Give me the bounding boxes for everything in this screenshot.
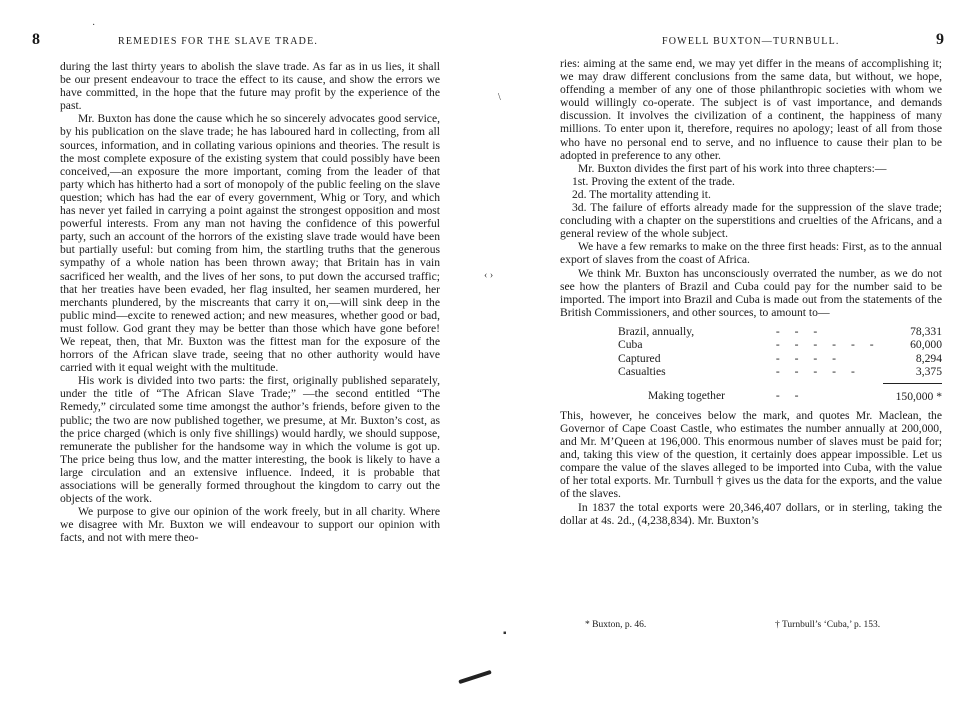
paragraph: Mr. Buxton divides the first part of his work into three chapters:— xyxy=(578,161,887,175)
leader-dots: - - - - - xyxy=(775,365,861,379)
paragraph: Mr. Buxton has done the cause which he so sincerely advocates good service, by his publication on the slave trade; he has laboured hard in collecting, from all sources, information, and in collating various opinions and theories. The result is the most complete exposure of the existing system that could possibly have been conceived,—an exposure the more important, coming from the leader of that party which has hitherto had a sort of monopoly of the public feeling on the slave question; which has had the ear of every government, Whig or Tory, and which has never yet failed in carrying a point against the strongest opposition and most powerful interests. From any man not having the confidence of this powerful party, such an account of the horrors of the existing slave trade would have been but partially useful: but coming from him, the startling truths that the generous sympathy of a whole nation has been thrown away; that Britain has in vain sacrificed her wealth, and the lives of her sons, to put down the accursed traffic; that her treaties have been evaded, her flag insulted, her seamen murdered, her merchants plundered, by the miscreants that carry it on,—will sink deep in the public mind—excite to renewed action; and new measures, whether good or bad, must follow. God grant they may be better than those which have gone before! We repeat, then, that Mr. Buxton was the fittest man for the exposure of the horrors of the African slave trade, seeing that no other authority would have carried with it equal weight with the multitude. xyxy=(60,112,440,375)
row-value: 3,375 xyxy=(915,365,942,379)
paragraph: during the last thirty years to abolish the slave trade. As far as in us lies, it shall be our present endeavour to trace the effect to its cause, and show the errors we have committed, in the hope that the future may profit by the experience of the past. xyxy=(60,60,440,113)
paragraph: This, however, he conceives below the mark, and quotes Mr. Maclean, the Governor of Cape Coast Castle, who estimates the number annually at 200,000, and Mr. M’Queen at 196,000. This enormous number of slaves must be paid for; and, taking this view of the question, it certainly does appear impossible. Let us compare the value of the slaves alleged to be imported into Cuba, with the value of her total exports. Mr. Turnbull † gives us the data for the exports, and the value of the slaves. xyxy=(560,408,942,501)
footnotes xyxy=(585,620,925,630)
total-value: 150,000 * xyxy=(895,389,942,403)
leader-dots: - - - - - - xyxy=(775,338,880,352)
scan-speck: ‹ › xyxy=(484,270,494,281)
footnote: * Buxton, p. 46. xyxy=(585,620,647,630)
row-label: Brazil, annually, xyxy=(618,324,695,338)
chapter-list-item: 2d. The mortality attending it. xyxy=(572,187,711,201)
page-number-left: 8 xyxy=(32,31,40,48)
paragraph: We have a few remarks to make on the three first heads: First, as to the annual export of slaves from the coast of Africa. xyxy=(560,240,942,267)
row-value: 78,331 xyxy=(910,324,942,338)
leader-dots: - - - - xyxy=(775,351,843,365)
running-head-right: FOWELL BUXTON—TURNBULL. xyxy=(662,36,840,47)
paragraph: His work is divided into two parts: the first, originally published separately, under the title of “The African Slave Trade;” —the second entitled “The Remedy,” circulated some time amongst the author’s friends, before given to the public; the two are now published together, we presume, at Mr. Buxton’s cost, as the price charged (which is only five shillings) would hardly, we should suppose, remunerate the publisher for the handsome way in which the volume is got up. The price being thus low, and the matter interesting, the book is likely to have a large circulation and an extensive influence. Indeed, it is probable that associations will be generally formed throughout the kingdom to carry out the objects of the work. xyxy=(60,374,440,506)
total-label: Making together xyxy=(648,389,725,403)
table-row xyxy=(618,338,942,351)
row-label: Cuba xyxy=(618,338,643,352)
paragraph: ries: aiming at the same end, we may yet differ in the means of accomplishing it; we may draw different conclusions from the same data, but without, we hope, offending a member of any one of those philanthropic societies with whom we would willingly co-operate. The subject is of vast importance, and demands discussion. It involves the civilization of a continent, the happiness of many millions. To enter upon it, therefore, requires no apology; least of all from those who have no personal end to serve, and no influence to cause their plan to be adopted in preference to any other. xyxy=(560,57,942,162)
leader-dots: - - xyxy=(775,389,805,403)
footnote: † Turnbull’s ‘Cuba,’ p. 153. xyxy=(775,620,881,630)
scan-speck: ▪ xyxy=(503,628,507,639)
row-value: 60,000 xyxy=(910,338,942,352)
leader-dots: - - - xyxy=(775,324,824,338)
chapter-list-item: 3d. The failure of efforts already made for the suppression of the slave trade; concluding with a chapter on the superstitions and cruelties of the Africans, and a general review of the whole subject. xyxy=(560,201,942,241)
row-label: Captured xyxy=(618,351,661,365)
row-label: Casualties xyxy=(618,365,666,379)
table-row xyxy=(618,352,942,365)
chapter-list-item: 1st. Proving the extent of the trade. xyxy=(572,174,735,188)
running-head-left: REMEDIES FOR THE SLAVE TRADE. xyxy=(118,36,319,47)
table-row xyxy=(618,325,942,338)
right-page xyxy=(490,0,980,713)
table-row xyxy=(618,365,942,378)
page-number-right: 9 xyxy=(936,31,944,48)
scan-speck: · xyxy=(92,20,96,31)
paragraph: In 1837 the total exports were 20,346,407 dollars, or in sterling, taking the dollar at 4s. 2d., (4,238,834). Mr. Buxton’s xyxy=(560,500,942,527)
paragraph: We think Mr. Buxton has unconsciously overrated the number, as we do not see how the planters of Brazil and Cuba could pay for the number said to be imported. The import into Brazil and Cuba is made out from the statements of the British Commissioners, and other sources, to amount to— xyxy=(560,266,942,319)
slave-import-table xyxy=(618,325,942,403)
right-text-column xyxy=(560,57,942,527)
paragraph: We purpose to give our opinion of the work freely, but in all charity. Where we disagree with Mr. Buxton we will endeavour to support our opinion with facts, and not with mere theo- xyxy=(60,505,440,545)
left-text-column xyxy=(60,60,440,544)
scan-speck: \ xyxy=(498,92,501,103)
total-row xyxy=(618,383,942,403)
row-value: 8,294 xyxy=(915,351,942,365)
